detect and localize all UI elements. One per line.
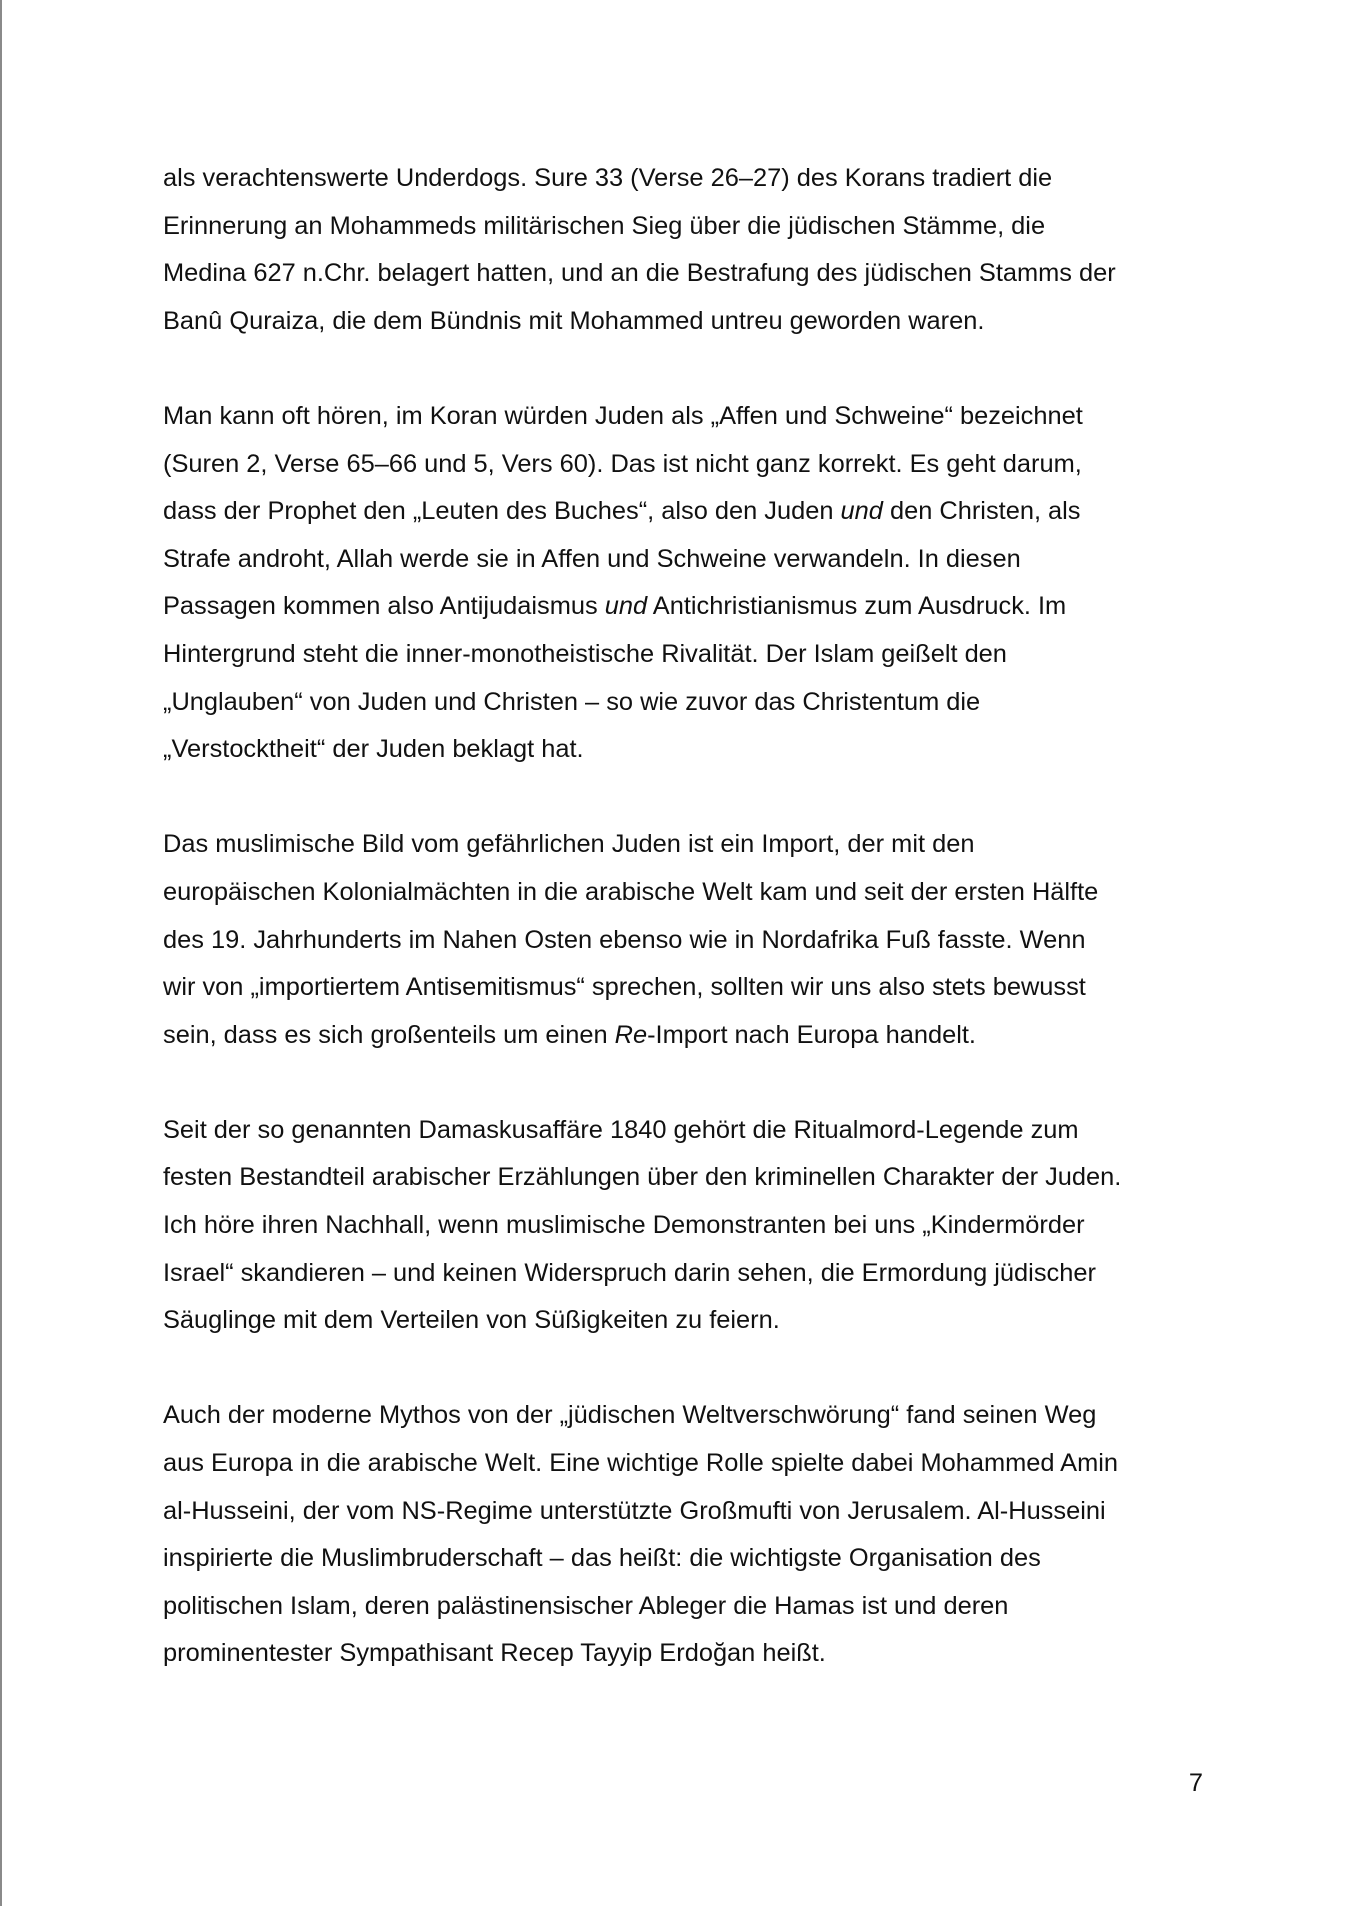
text-segment: Banû Quraiza, die dem Bündnis mit Mohammed untreu geworden waren. (163, 306, 985, 335)
text-line (163, 679, 1208, 727)
text-segment: sein, dass es sich großenteils um einen (163, 1020, 615, 1049)
text-segment: Man kann oft hören, im Koran würden Juden als „Affen und Schweine“ bezeichnet (163, 401, 1083, 430)
italic-text: Re (614, 1020, 648, 1049)
text-line (163, 1488, 1208, 1536)
text-line (163, 1154, 1208, 1202)
document-body (163, 155, 1208, 1726)
text-line (163, 964, 1208, 1012)
text-segment: Strafe androht, Allah werde sie in Affen und Schweine verwandeln. In diesen (163, 544, 1021, 573)
body-paragraph (163, 821, 1208, 1059)
body-paragraph (163, 1107, 1208, 1345)
text-line (163, 1630, 1208, 1678)
text-segment: „Verstocktheit“ der Juden beklagt hat. (163, 735, 584, 764)
text-segment: Passagen kommen also Antijudaismus (163, 592, 605, 621)
body-paragraph (163, 1392, 1208, 1678)
page-number: 7 (1188, 1769, 1203, 1797)
text-segment: Auch der moderne Mythos von der „jüdischen Weltverschwörung“ fand seinen Weg (163, 1401, 1097, 1430)
text-line (163, 393, 1208, 441)
text-line (163, 536, 1208, 584)
text-line (163, 488, 1208, 536)
text-line (163, 869, 1208, 917)
text-segment: Seit der so genannten Damaskusaffäre 1840 gehört die Ritualmord-Legende zum (163, 1115, 1079, 1144)
text-segment: Antichristianismus zum Ausdruck. Im (647, 592, 1067, 621)
text-segment: als verachtenswerte Underdogs. Sure 33 (Verse 26–27) des Korans tradiert die (163, 164, 1053, 192)
text-line (163, 250, 1208, 298)
text-segment: europäischen Kolonialmächten in die arabische Welt kam und seit der ersten Hälfte (163, 877, 1099, 906)
italic-text: und (604, 592, 648, 621)
text-line (163, 917, 1208, 965)
text-line (163, 821, 1208, 869)
text-line (163, 1297, 1208, 1345)
text-segment: al-Husseini, der vom NS-Regime unterstützte Großmufti von Jerusalem. Al-Husseini (163, 1496, 1106, 1525)
text-line (163, 1583, 1208, 1631)
text-line (163, 1012, 1208, 1060)
text-segment: prominentester Sympathisant Recep Tayyip Erdoğan heißt. (163, 1639, 826, 1668)
text-segment: Israel“ skandieren – und keinen Widerspruch darin sehen, die Ermordung jüdischer (163, 1258, 1096, 1287)
text-line (163, 726, 1208, 774)
text-line (163, 1535, 1208, 1583)
text-line (163, 583, 1208, 631)
text-segment: Das muslimische Bild vom gefährlichen Juden ist ein Import, der mit den (163, 830, 975, 859)
text-line (163, 1107, 1208, 1155)
text-segment: des 19. Jahrhunderts im Nahen Osten ebenso wie in Nordafrika Fuß fasste. Wenn (163, 925, 1086, 954)
text-line (163, 631, 1208, 679)
italic-text: und (840, 497, 883, 526)
text-segment: wir von „importiertem Antisemitismus“ sprechen, sollten wir uns also stets bewusst (163, 973, 1086, 1002)
text-segment: den Christen, als (882, 497, 1081, 526)
text-segment: dass der Prophet den „Leuten des Buches“, also den Juden (163, 497, 841, 526)
text-segment: „Unglauben“ von Juden und Christen – so wie zuvor das Christentum die (163, 687, 981, 716)
body-paragraph (163, 155, 1208, 345)
text-line (163, 1202, 1208, 1250)
text-line (163, 203, 1208, 251)
text-segment: Ich höre ihren Nachhall, wenn muslimische Demonstranten bei uns „Kindermörder (163, 1211, 1085, 1240)
text-segment: politischen Islam, deren palästinensischer Ableger die Hamas ist und deren (163, 1591, 1009, 1620)
body-paragraph (163, 393, 1208, 774)
text-line (163, 155, 1208, 203)
text-line (163, 1392, 1208, 1440)
text-segment: Hintergrund steht die inner-monotheistische Rivalität. Der Islam geißelt den (163, 639, 1007, 668)
text-segment: aus Europa in die arabische Welt. Eine wichtige Rolle spielte dabei Mohammed Amin (163, 1449, 1119, 1478)
text-segment: inspirierte die Muslimbruderschaft – das heißt: die wichtigste Organisation des (163, 1544, 1041, 1573)
text-segment: Säuglinge mit dem Verteilen von Süßigkeiten zu feiern. (163, 1306, 780, 1335)
text-segment: festen Bestandteil arabischer Erzählungen über den kriminellen Charakter der Juden. (163, 1163, 1122, 1192)
text-line (163, 298, 1208, 346)
text-line (163, 441, 1208, 489)
text-segment: Erinnerung an Mohammeds militärischen Sieg über die jüdischen Stämme, die (163, 211, 1046, 240)
text-segment: Medina 627 n.Chr. belagert hatten, und an die Bestrafung des jüdischen Stamms der (163, 259, 1116, 288)
text-line (163, 1250, 1208, 1298)
text-segment: (Suren 2, Verse 65–66 und 5, Vers 60). Das ist nicht ganz korrekt. Es geht darum, (163, 449, 1082, 478)
text-line (163, 1440, 1208, 1488)
text-segment: -Import nach Europa handelt. (647, 1020, 976, 1049)
